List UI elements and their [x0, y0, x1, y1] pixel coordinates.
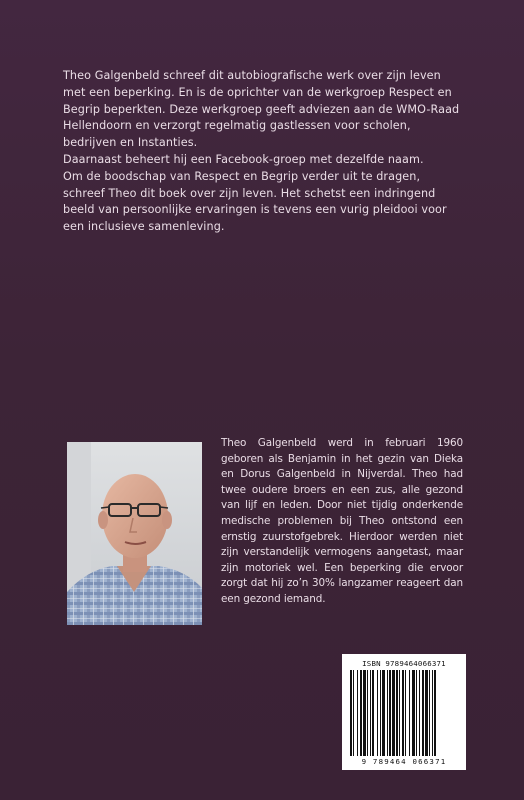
isbn-barcode: [342, 654, 466, 770]
author-bio: Theo Galgenbeld werd in februari 1960 geboren als Benjamin in het gezin van Dieka en Dorus Galgenbeld in Nijverdal. Theo had twee oudere broers en een zus, alle gezond van lijf en leden. Door niet tijdig onderkende medische problemen bij Theo ontstond een ernstig zuurstofgebrek. Hierdoor werden niet zijn verstandelijk vermogens aangetast, maar zijn motoriek wel. Een beperking die ervoor zorgt dat hij zo’n 30% langzamer reageert dan een gezond iemand.: [221, 437, 463, 605]
barcode-digits: 9 789464 066371: [361, 757, 447, 766]
author-portrait-image: [67, 442, 202, 625]
isbn-label: ISBN 9789464066371: [362, 659, 446, 668]
intro-paragraph-2: Daarnaast beheert hij een Facebook-groep met dezelfde naam.: [63, 152, 424, 166]
intro-blurb: [63, 68, 463, 236]
intro-paragraph-1: Theo Galgenbeld schreef dit autobiografische werk over zijn leven met een beperking. En is de oprichter van de werkgroep Respect en Begrip beperkten. Deze werkgroep geeft adviezen aan de WMO-Raad Hellendoorn en verzorgt regelmatig gastlessen voor scholen, bedrijven en Instanties.: [63, 69, 460, 150]
author-photo: [67, 442, 202, 625]
barcode-bars: [350, 670, 458, 756]
intro-paragraph-3: Om de boodschap van Respect en Begrip verder uit te dragen, schreef Theo dit boek over zijn leven. Het schetst een indringend beeld van persoonlijke ervaringen is tevens een vurig pleidooi voor een inclusieve samenleving.: [63, 169, 447, 234]
